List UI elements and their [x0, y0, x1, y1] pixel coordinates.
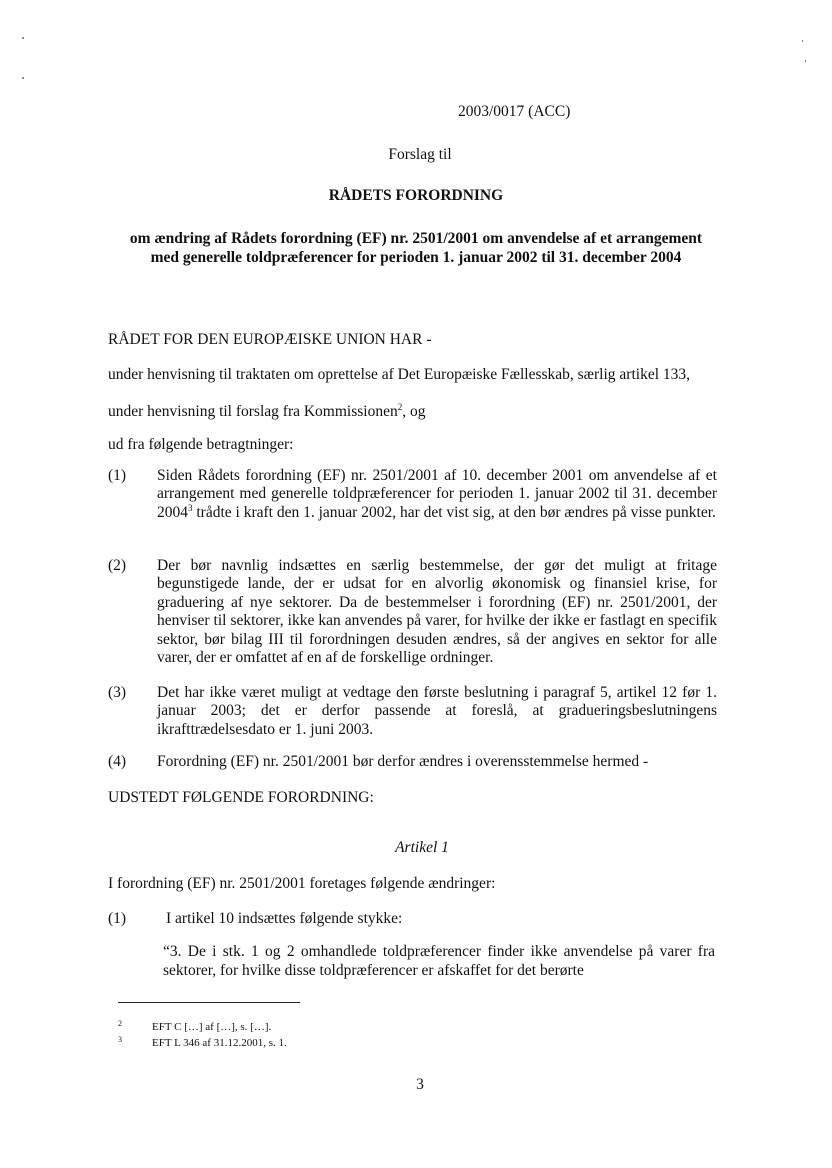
amendment-number: (1) [108, 910, 127, 927]
consideration-number: (1) [108, 467, 127, 484]
footnote-text: EFT C […] af […], s. […]. [152, 1021, 272, 1033]
proposal-label: Forslag til [388, 146, 452, 163]
footnote-number: 2 [118, 1019, 122, 1028]
consideration-text [157, 467, 717, 522]
footnote-ref: 3 [188, 502, 193, 513]
consideration-text: Der bør navnlig indsættes en særlig bestemmelse, der gør det muligt at fritage begunstigede lande, der er udsat for en alvorlig økonomisk og finansiel krise, for graduering af nye sektorer. Da de bestemmelser i forordning (EF) nr. 2501/2001, der henviser til sektorer, ikke kan anvendes på varer, for hvilke der ikke er fastlagt en specifik sektor, bør bilag III til forordningen desuden ændres, så der angives en sektor for alle varer, der er omfattet af en af de forskellige ordninger. [157, 557, 717, 667]
article-heading: Artikel 1 [395, 839, 449, 856]
recital-commission-end: , og [402, 403, 426, 420]
consideration-number: (2) [108, 557, 127, 574]
consideration-number: (4) [108, 753, 127, 770]
consideration-text-part: trådte i kraft den 1. januar 2002, har det vist sig, at den bør ændres på visse punkter. [192, 503, 716, 521]
scan-speck [22, 77, 24, 79]
document-subtitle [0, 230, 832, 267]
consideration-number: (3) [108, 684, 127, 701]
document-title: RÅDETS FORORDNING [328, 187, 504, 204]
amendment-text: I artikel 10 indsættes følgende stykke: [166, 910, 403, 927]
recital-commission-text: under henvisning til forslag fra Kommissionen [108, 403, 398, 420]
consideration-text: Det har ikke været muligt at vedtage den første beslutning i paragraf 5, artikel 12 før 1. januar 2003; det er derfor passende at foreslå, at gradueringsbeslutningens ikrafttrædelsesdato er 1. juni 2003. [157, 684, 717, 738]
consideration-text-part: Siden Rådets forordning (EF) nr. 2501/2001 af 10. december 2001 om anvendelse af et arrangement med generelle toldpræferencer for perioden 1. januar 2002 til 31. december 2004 [157, 467, 717, 521]
recital-treaty: under henvisning til traktaten om oprettelse af Det Europæiske Fællesskab, særlig artikel 133, [108, 366, 690, 383]
considerations-intro: ud fra følgende betragtninger: [108, 436, 294, 453]
subtitle-line: om ændring af Rådets forordning (EF) nr. 2501/2001 om anvendelse af et arrangement [129, 230, 703, 247]
footnote-text: EFT L 346 af 31.12.2001, s. 1. [152, 1037, 287, 1049]
document-reference: 2003/0017 (ACC) [458, 103, 571, 120]
footnote-separator [118, 1002, 300, 1003]
preamble-heading: RÅDET FOR DEN EUROPÆISKE UNION HAR - [108, 331, 432, 348]
scan-speck [805, 60, 806, 62]
enacting-formula: UDSTEDT FØLGENDE FORORDNING: [108, 789, 374, 806]
consideration-text: Forordning (EF) nr. 2501/2001 bør derfor ændres i overensstemmelse hermed - [157, 753, 649, 770]
footnote-ref: 2 [397, 401, 403, 412]
scan-speck [802, 40, 803, 42]
article-intro: I forordning (EF) nr. 2501/2001 foretages følgende ændringer: [108, 875, 496, 892]
footnote-number: 3 [118, 1035, 122, 1044]
recital-commission [108, 403, 425, 422]
subtitle-line: med generelle toldpræferencer for perioden 1. januar 2002 til 31. december 2004 [150, 248, 682, 266]
quoted-paragraph: “3. De i stk. 1 og 2 omhandlede toldpræferencer finder ikke anvendelse på varer fra sektorer, for hvilke disse toldpræferencer er afskaffet for det berørte [163, 943, 715, 979]
scan-speck [22, 37, 24, 39]
page-number: 3 [416, 1076, 424, 1093]
